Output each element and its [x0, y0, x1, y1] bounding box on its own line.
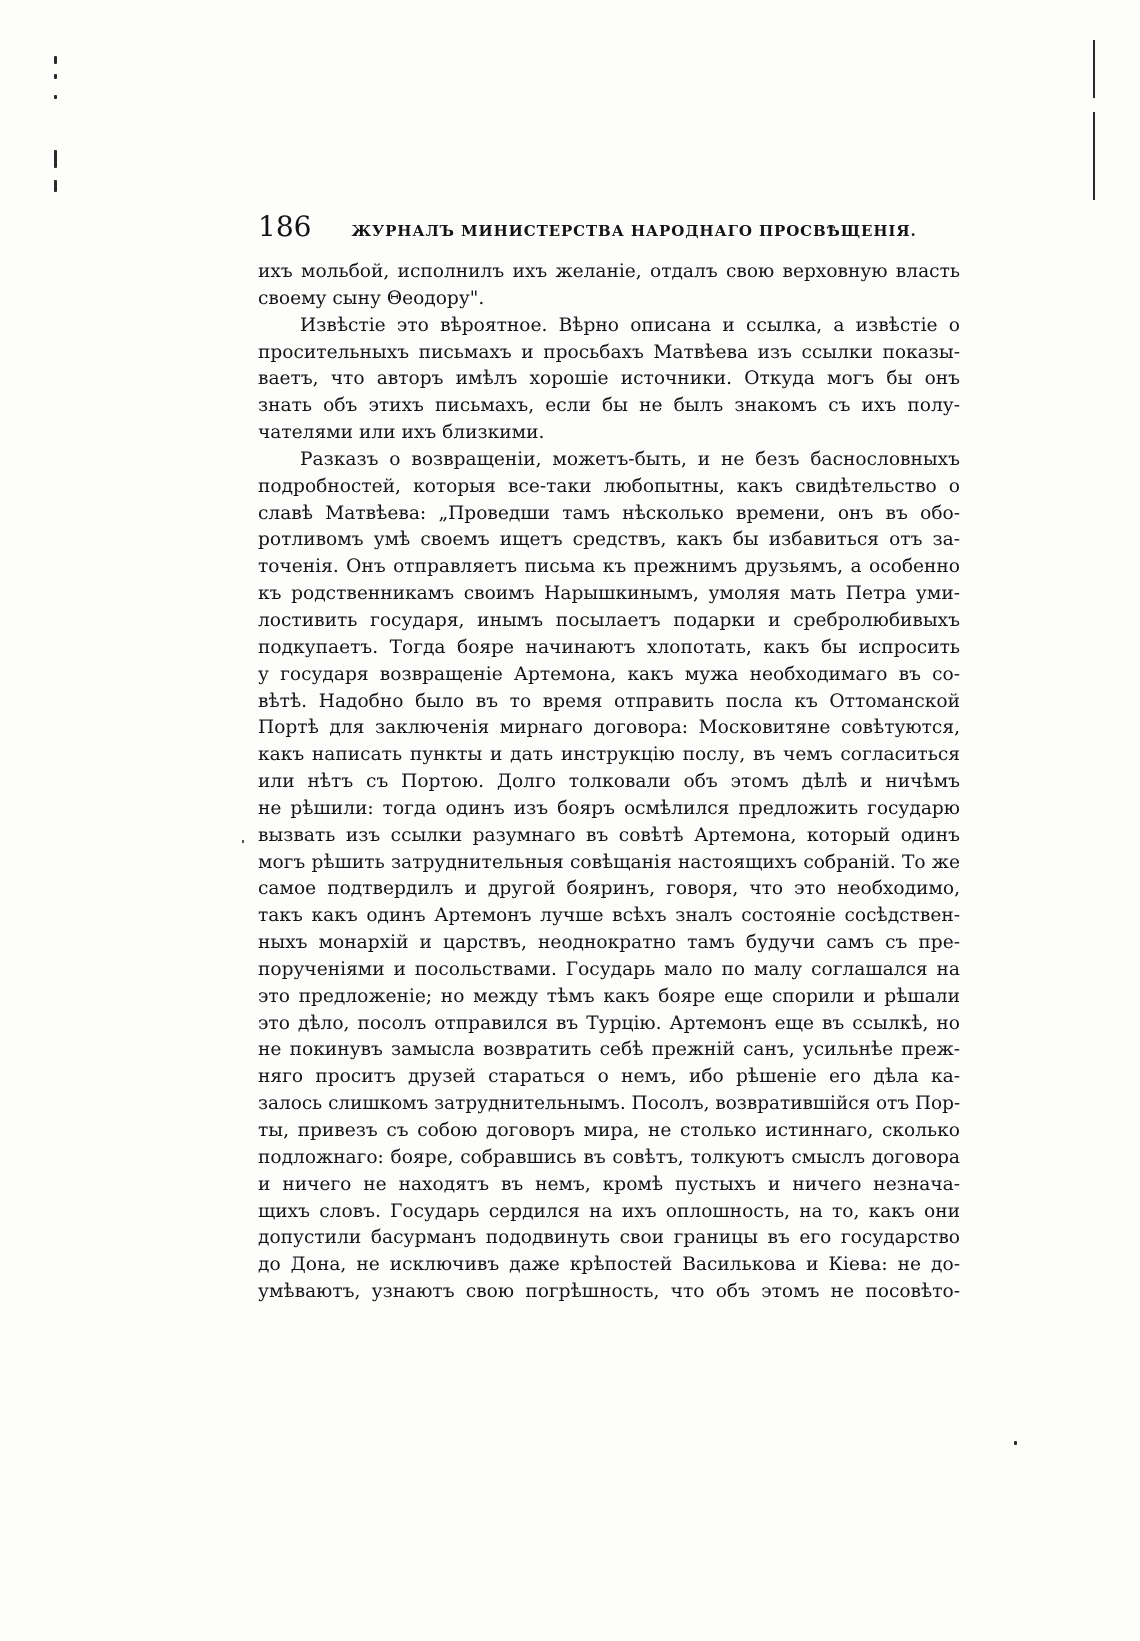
text-line: просительныхъ письмахъ и просьбахъ Матвѣева изъ ссылки показы- — [258, 341, 960, 363]
scan-speck — [242, 840, 244, 843]
text-line: вѣтѣ. Надобно было въ то время отправить посла къ Оттоманской — [258, 690, 960, 712]
text-line: подкупаетъ. Тогда бояре начинаютъ хлопотать, какъ бы испросить — [258, 636, 960, 658]
running-head: ЖУРНАЛЪ МИНИСТЕРСТВА НАРОДНАГО ПРОСВѢЩЕНІЯ. — [351, 222, 917, 240]
scan-mark — [54, 150, 57, 168]
text-line: Портѣ для заключенія мирнаго договора: Московитяне совѣтуются, — [258, 717, 960, 739]
text-line: залось слишкомъ затруднительнымъ. Посолъ, возвратившійся отъ Пор- — [258, 1093, 961, 1115]
text-line: щихъ словъ. Государь сердился на ихъ оплошность, на то, какъ они — [258, 1200, 960, 1222]
text-line: это дѣло, посолъ отправился въ Турцію. Артемонъ еще въ ссылкѣ, но — [258, 1012, 960, 1034]
text-line: ротливомъ умѣ своемъ ищетъ средствъ, какъ бы избавиться отъ за- — [258, 529, 960, 551]
text-line: могъ рѣшить затруднительныя совѣщанія настоящихъ собраній. То же — [258, 851, 960, 873]
text-line: и ничего не находятъ въ немъ, кромѣ пустыхъ и ничего незнача- — [258, 1173, 960, 1195]
text-line: такъ какъ одинъ Артемонъ лучше всѣхъ зналъ состояніе сосѣдствен- — [258, 905, 960, 927]
text-line: до Дона, не исключивъ даже крѣпостей Василькова и Кіева: не до- — [258, 1254, 960, 1276]
scan-mark — [54, 95, 57, 99]
page-number: 186 — [258, 210, 312, 243]
text-line: подложнаго: бояре, собравшись въ совѣтъ, толкуютъ смыслъ договора — [258, 1146, 960, 1168]
text-line: не рѣшили: тогда одинъ изъ бояръ осмѣлился предложить государю — [258, 797, 960, 819]
text-line: допустили басурманъ пододвинуть свои границы въ его государство — [258, 1227, 960, 1249]
text-line: подробностей, которыя все-таки любопытны, какъ свидѣтельство о — [258, 475, 960, 497]
body-text — [258, 259, 960, 1306]
text-line: знать объ этихъ письмахъ, если бы не былъ знакомъ съ ихъ полу- — [258, 395, 960, 417]
text-line: ваетъ, что авторъ имѣлъ хорошіе источники. Откуда могъ бы онъ — [258, 368, 960, 390]
text-line: порученіями и посольствами. Государь мало по малу соглашался на — [258, 958, 960, 980]
left-margin-scan-marks — [54, 50, 60, 210]
text-line: или нѣтъ съ Портою. Долго толковали объ этомъ дѣлѣ и ничѣмъ — [258, 771, 960, 793]
text-line: славѣ Матвѣева: „Проведши тамъ нѣсколько времени, онъ въ обо- — [258, 502, 960, 524]
text-line: самое подтвердилъ и другой бояринъ, говоря, что это необходимо, — [258, 878, 960, 900]
text-line: вызвать изъ ссылки разумнаго въ совѣтѣ Артемона, который одинъ — [258, 824, 960, 846]
text-line: няго проситъ друзей стараться о немъ, ибо рѣшеніе его дѣла ка- — [258, 1066, 960, 1088]
right-margin-scan-line — [1093, 112, 1095, 200]
scan-speck — [1014, 1441, 1017, 1445]
page-header — [258, 210, 978, 246]
text-line: къ родственникамъ своимъ Нарышкинымъ, умоляя мать Петра уми- — [258, 583, 960, 605]
text-line: Извѣстіе это вѣроятное. Вѣрно описана и ссылка, а извѣстіе о — [300, 314, 960, 336]
text-line: не покинувъ замысла возвратить себѣ прежній санъ, усильнѣе преж- — [258, 1039, 960, 1061]
text-line: это предложеніе; но между тѣмъ какъ бояре еще спорили и рѣшали — [258, 985, 960, 1007]
text-line: точенія. Онъ отправляетъ письма къ прежнимъ друзьямъ, а особенно — [258, 556, 960, 578]
text-line: у государя возвращеніе Артемона, какъ мужа необходимаго въ со- — [258, 663, 960, 685]
text-line: ихъ мольбой, исполнилъ ихъ желаніе, отдалъ свою верховную власть — [258, 261, 960, 282]
text-line: ныхъ монархій и царствъ, неоднократно тамъ будучи самъ съ пре- — [258, 932, 960, 954]
text-line: какъ написать пункты и дать инструкцію послу, въ чемъ согласиться — [258, 744, 960, 766]
text-line: чателями или ихъ близкими. — [258, 422, 545, 444]
text-line: умѣваютъ, узнаютъ свою погрѣшность, что объ этомъ не посовѣто- — [258, 1281, 960, 1303]
text-line: Разказъ о возвращеніи, можетъ-быть, и не безъ баснословныхъ — [300, 448, 960, 470]
text-line: ты, привезъ съ собою договоръ мира, не столько истиннаго, сколько — [258, 1120, 960, 1141]
scan-mark — [54, 56, 57, 64]
scan-mark — [54, 180, 57, 192]
text-line: своему сыну Θеодору". — [258, 287, 485, 309]
right-margin-scan-line — [1093, 40, 1095, 98]
scan-mark — [54, 74, 57, 79]
text-line: лостивить государя, инымъ посылаетъ подарки и сребролюбивыхъ — [258, 609, 960, 631]
